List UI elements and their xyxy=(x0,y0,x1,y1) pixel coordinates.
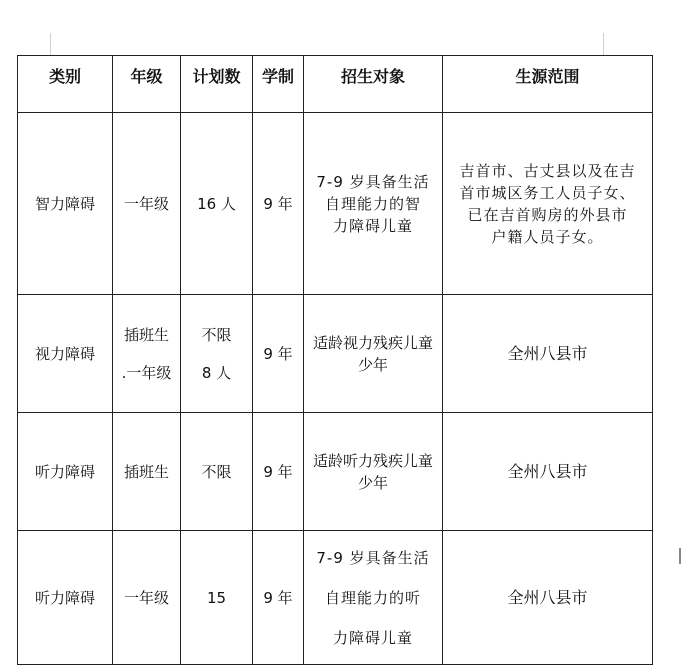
cell-grade xyxy=(113,295,181,413)
cell-source-line: 首市城区务工人员子女、 xyxy=(459,183,636,202)
cell-target xyxy=(304,295,443,413)
cell-grade xyxy=(113,413,181,531)
cell-plan-line: 15 xyxy=(206,588,227,607)
cell-target-line: 力障碍儿童 xyxy=(332,216,413,235)
cell-target xyxy=(304,113,443,295)
table-row xyxy=(18,295,653,413)
cell-plan-line: 16 人 xyxy=(197,194,236,213)
cell-grade xyxy=(113,113,181,295)
cell-years: 9 年 xyxy=(253,413,304,531)
cell-source-line: 吉首市、古丈县以及在吉 xyxy=(459,161,636,180)
cell-source xyxy=(443,295,653,413)
header-category: 类别 xyxy=(18,56,113,113)
cell-category: 听力障碍 xyxy=(18,531,113,665)
cell-target-line: 适龄听力残疾儿童 xyxy=(312,451,433,470)
cell-grade-line: 一年级 xyxy=(123,588,169,607)
cell-plan xyxy=(181,413,253,531)
cell-target-line: 自理能力的智 xyxy=(324,194,421,213)
header-grade: 年级 xyxy=(113,56,181,113)
cell-years: 9 年 xyxy=(253,295,304,413)
cell-years: 9 年 xyxy=(253,113,304,295)
cell-target-line: 自理能力的听 xyxy=(324,588,421,607)
header-years: 学制 xyxy=(253,56,304,113)
cell-category: 智力障碍 xyxy=(18,113,113,295)
cell-plan xyxy=(181,531,253,665)
header-plan-count: 计划数 xyxy=(181,56,253,113)
cell-source xyxy=(443,531,653,665)
table-row xyxy=(18,413,653,531)
cell-target-line: 适龄视力残疾儿童 xyxy=(312,333,433,352)
cell-category: 视力障碍 xyxy=(18,295,113,413)
crop-mark-left xyxy=(50,33,51,55)
cell-target-line: 7-9 岁具备生活 xyxy=(316,548,430,567)
table-row xyxy=(18,531,653,665)
cell-category: 听力障碍 xyxy=(18,413,113,531)
cell-years: 9 年 xyxy=(253,531,304,665)
cell-target-line: 少年 xyxy=(357,355,388,374)
cell-target xyxy=(304,413,443,531)
cell-plan-line: 8 人 xyxy=(201,363,232,382)
cell-target-line: 力障碍儿童 xyxy=(332,628,413,647)
cell-target xyxy=(304,531,443,665)
cell-source xyxy=(443,413,653,531)
cell-source-line: 已在吉首购房的外县市 xyxy=(467,205,628,224)
cell-plan-line: 不限 xyxy=(201,462,232,481)
cell-target-line: 少年 xyxy=(357,473,388,492)
header-target: 招生对象 xyxy=(304,56,443,113)
cell-source xyxy=(443,113,653,295)
cell-source-line: 全州八县市 xyxy=(507,587,588,607)
cell-grade xyxy=(113,531,181,665)
cell-grade-line: 插班生 xyxy=(123,325,169,344)
cell-grade-line: 一年级 xyxy=(123,194,169,213)
cell-source-line: 全州八县市 xyxy=(507,461,588,481)
cell-plan xyxy=(181,295,253,413)
cell-source-line: 户籍人员子女。 xyxy=(491,227,604,246)
cell-target-line: 7-9 岁具备生活 xyxy=(316,172,430,191)
cell-grade-line: .一年级 xyxy=(121,363,172,382)
header-source-range: 生源范围 xyxy=(443,56,653,113)
enrollment-table xyxy=(17,55,653,665)
page-edge-mark xyxy=(679,548,681,564)
cell-grade-line: 插班生 xyxy=(123,462,169,481)
cell-plan-line: 不限 xyxy=(201,325,232,344)
cell-plan xyxy=(181,113,253,295)
table-row xyxy=(18,113,653,295)
header-row xyxy=(18,56,653,113)
cell-source-line: 全州八县市 xyxy=(507,343,588,363)
crop-mark-right xyxy=(603,33,604,55)
